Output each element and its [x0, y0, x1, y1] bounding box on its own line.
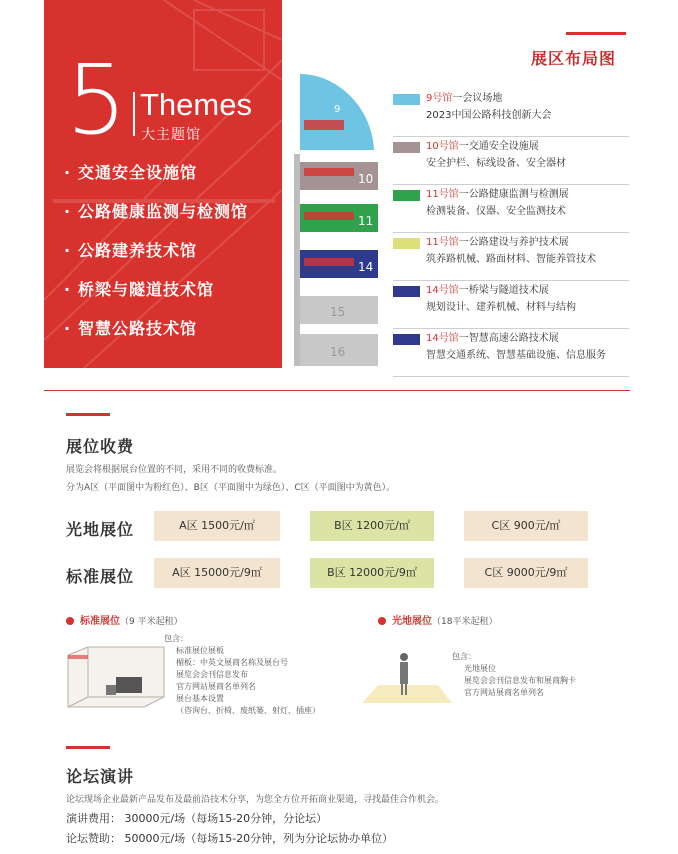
themes-title: Themes: [140, 87, 252, 122]
raw-space-booth-heading: 光地展位（18平米起租）: [378, 612, 497, 627]
forum-title: 论坛演讲: [66, 767, 135, 786]
legend-item: 11号馆一公路健康监测与检测展 检测装备、仪器、安全监测技术: [393, 185, 629, 233]
standard-includes: 包含： 标准展位展板 楣板：中英文展商名称及展台号 展览会会刊信息发布 官方网站展商名单列名 展台基本设置 （咨询台、折椅、废纸篓、射灯、插座）: [164, 634, 320, 715]
theme-item: · 桥梁与隧道技术馆: [64, 280, 215, 299]
hall-9-number: 9: [334, 104, 341, 115]
fee-row-label: 光地展位: [66, 520, 135, 539]
theme-list: [64, 160, 248, 355]
legend-item: 14号馆一桥梁与隧道技术展 规划设计、建养机械、材料与结构: [393, 281, 629, 329]
legend-swatch: [393, 334, 420, 345]
price-zone-a: A区 1500元/㎡: [154, 511, 280, 541]
hall-rail: [294, 154, 300, 366]
fee-row-label: 标准展位: [66, 567, 135, 586]
hall-layout-diagram: [292, 72, 387, 372]
legend-item: 10号馆一交通安全设施展 安全护栏、标线设备、安全器材: [393, 137, 629, 185]
bullet-dot: [378, 617, 386, 625]
themes-subtitle: 大主题馆: [141, 127, 201, 143]
legend-swatch: [393, 94, 420, 105]
theme-item: · 公路健康监测与检测馆: [64, 202, 249, 221]
raw-space-illustration: [358, 645, 454, 705]
hall-14-number: 14: [358, 260, 374, 274]
theme-item: · 交通安全设施馆: [64, 163, 198, 182]
section-accent-bar: [566, 32, 626, 35]
hall-legend: [393, 89, 629, 377]
sponsor-fee: 论坛赞助： 50000元/场（每场15-20分钟，列为分论坛协办单位）: [66, 832, 394, 845]
theme-item: · 公路建养技术馆: [64, 241, 198, 260]
fees-desc: 分为A区（平面图中为粉红色）、B区（平面图中为绿色）、C区（平面图中为黄色）。: [66, 483, 396, 493]
hall-10-logo: [304, 168, 354, 176]
theme-item: · 智慧公路技术馆: [64, 319, 198, 338]
hall-9-logo: [304, 120, 344, 130]
legend-swatch: [393, 142, 420, 153]
price-zone-a: A区 15000元/9㎡: [154, 558, 280, 588]
price-zone-c: C区 900元/㎡: [464, 511, 588, 541]
themes-hero-panel: [44, 0, 282, 368]
fees-desc: 展览会将根据展台位置的不同，采用不同的收费标准。: [66, 465, 283, 475]
layout-title: 展区布局图: [531, 49, 617, 68]
hall-14-logo: [304, 258, 354, 266]
hall-11-number: 11: [358, 214, 374, 228]
section-accent-bar: [66, 413, 110, 416]
section-divider: [44, 390, 630, 391]
price-zone-b: B区 12000元/9㎡: [310, 558, 434, 588]
legend-swatch: [393, 286, 420, 297]
legend-swatch: [393, 190, 420, 201]
title-divider: [133, 92, 135, 136]
section-accent-bar: [66, 746, 110, 749]
raw-space-includes: 包含： 光地展位 展览会会刊信息发布和展商胸卡 官方网站展商名单列名: [452, 652, 576, 697]
legend-item: 11号馆一公路建设与养护技术展 筑养路机械、路面材料、智能养管技术: [393, 233, 629, 281]
price-zone-c: C区 9000元/9㎡: [464, 558, 588, 588]
hall-15-number: 15: [330, 305, 346, 319]
hall-16-number: 16: [330, 345, 346, 359]
standard-booth-illustration: [66, 645, 166, 715]
hall-11-logo: [304, 212, 354, 220]
legend-item: 14号馆一智慧高速公路技术展 智慧交通系统、智慧基础设施、信息服务: [393, 329, 629, 377]
price-zone-b: B区 1200元/㎡: [310, 511, 434, 541]
fees-title: 展位收费: [66, 437, 135, 456]
hall-10-number: 10: [358, 172, 374, 186]
forum-desc: 论坛现场企业最新产品发布及最前沿技术分享，为您全方位开拓商业渠道，寻找最佳合作机会。: [66, 795, 445, 805]
legend-swatch: [393, 238, 420, 249]
legend-item: 9号馆一会议场地 2023中国公路科技创新大会: [393, 89, 629, 137]
theme-count: 5: [66, 44, 128, 156]
speech-fee: 演讲费用： 30000元/场（每场15-20分钟，分论坛）: [66, 812, 328, 825]
bullet-dot: [66, 617, 74, 625]
standard-booth-heading: 标准展位（9 平米起租）: [66, 612, 183, 627]
